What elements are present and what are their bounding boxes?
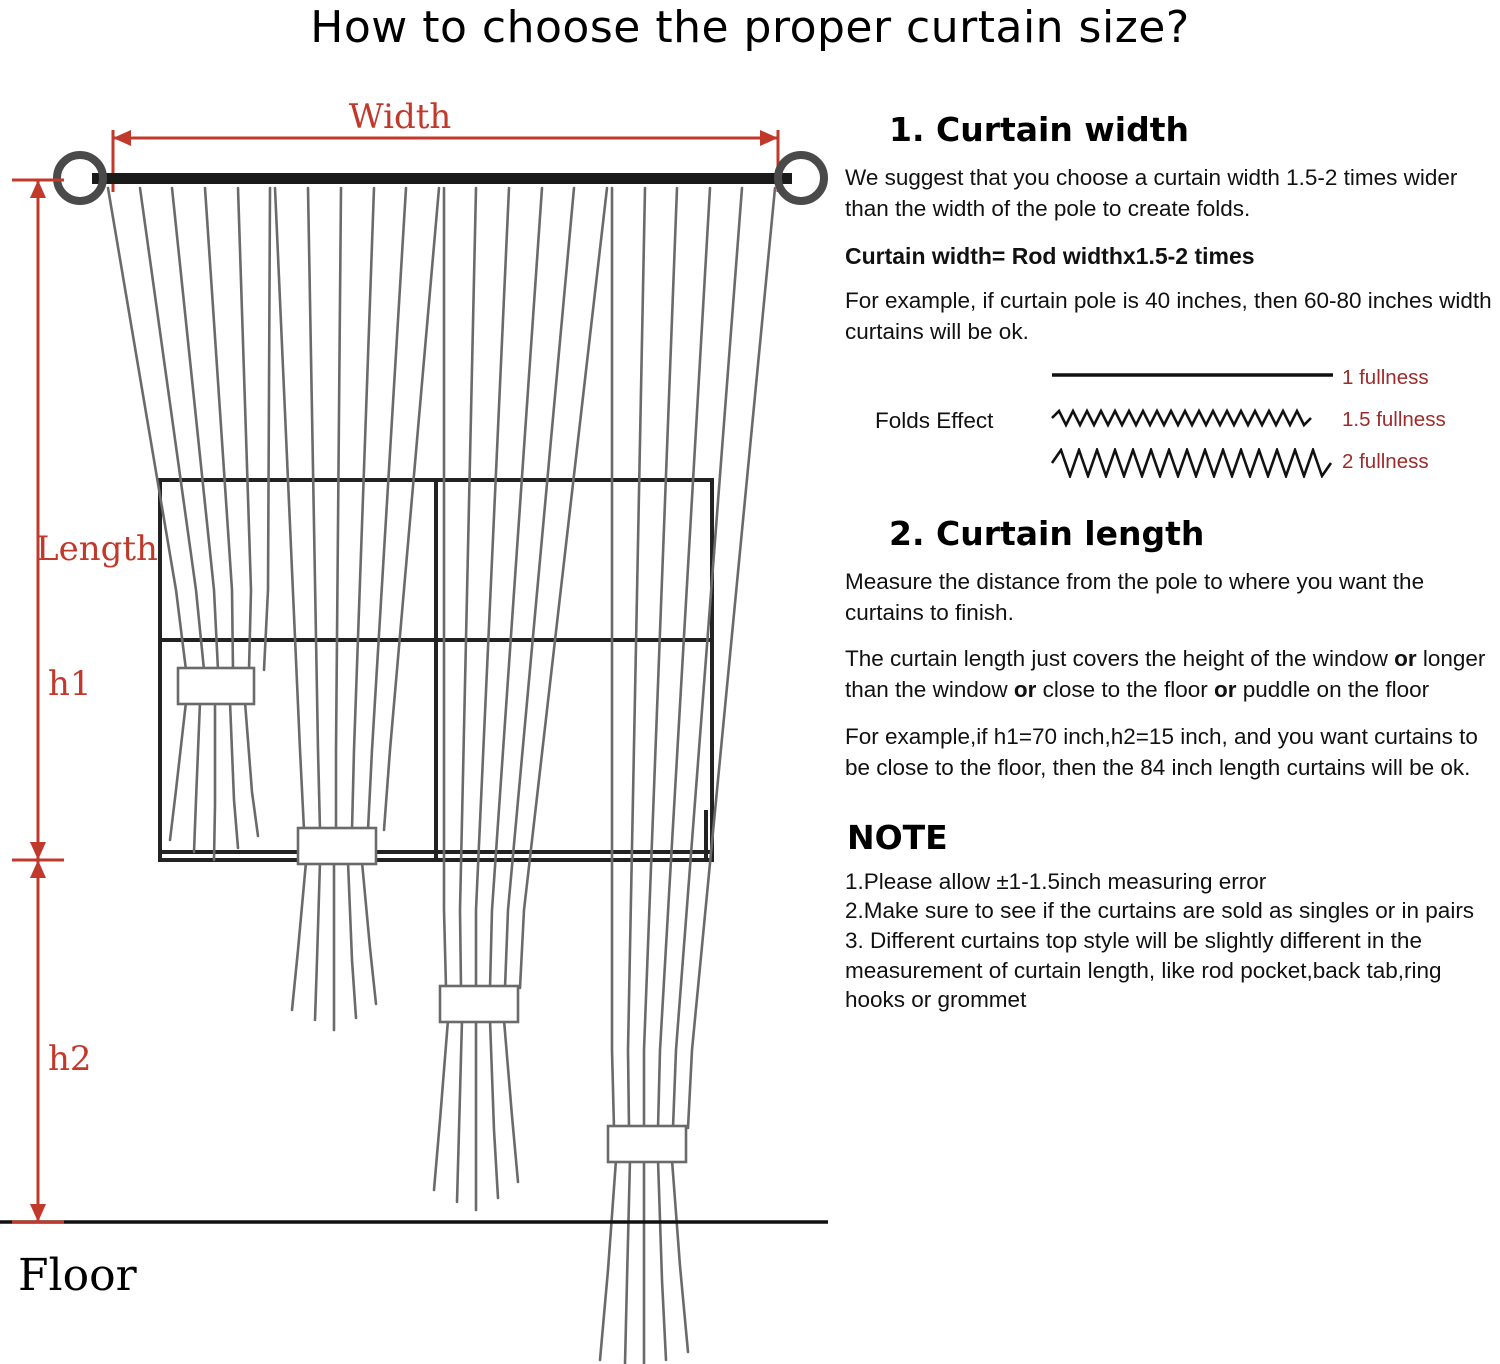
length-example: For example,if h1=70 inch,h2=15 inch, and you want curtains to be close to the floor, then the 84 inch length curtains will be ok. <box>845 724 1478 780</box>
width-example: For example, if curtain pole is 40 inches, then 60-80 inches width curtains will be ok. <box>845 288 1492 344</box>
length-paragraph-2 <box>845 644 1493 706</box>
length-label: Length <box>36 529 158 569</box>
h1-label: h1 <box>48 664 92 704</box>
h2-label: h2 <box>48 1039 92 1079</box>
note-item-2: 2.Make sure to see if the curtains are sold as singles or in pairs <box>845 898 1475 924</box>
length-p2-c: longer than the window <box>845 646 1486 703</box>
page-title: How to choose the proper curtain size? <box>310 2 1190 53</box>
section-heading-length: 2. Curtain length <box>889 513 1205 553</box>
big-wave-icon <box>1050 448 1342 478</box>
text-column <box>845 110 1493 1015</box>
curtain-panels <box>108 188 775 1364</box>
folds-row-1 <box>1050 364 1490 404</box>
width-label: Width <box>348 97 452 137</box>
floor-label: Floor <box>18 1250 137 1301</box>
length-p2-or-3: or <box>1213 677 1237 703</box>
length-p2-e: puddle on the floor <box>1236 677 1430 703</box>
folds-caption-1: 1 fullness <box>1342 365 1429 389</box>
curtain-diagram <box>0 70 840 1364</box>
folds-effect-label: Folds Effect <box>875 407 994 433</box>
length-paragraph-1: Measure the distance from the pole to where you want the curtains to finish. <box>845 568 1425 625</box>
length-p2-d: close to the floor <box>1036 677 1214 703</box>
note-item-1: 1.Please allow ±1-1.5inch measuring error <box>845 868 1267 894</box>
section-heading-note: NOTE <box>847 817 948 857</box>
folds-caption-3: 2 fullness <box>1342 449 1429 473</box>
length-p2-a: The curtain length just covers the height of the window <box>845 646 1395 672</box>
folds-caption-2: 1.5 fullness <box>1342 407 1446 431</box>
folds-row-2 <box>1050 406 1490 446</box>
note-item-3: 3. Different curtains top style will be slightly different in the measurement of curtain length, like rod pocket,back tab,ring hooks or grommet <box>845 928 1442 1013</box>
straight-line-icon <box>1050 364 1335 386</box>
folds-row-3 <box>1050 448 1490 488</box>
width-formula: Curtain width= Rod widthx1.5-2 times <box>845 242 1255 269</box>
width-paragraph-1: We suggest that you choose a curtain width 1.5-2 times wider than the width of the pole to create folds. <box>845 165 1458 221</box>
length-p2-or-2: or <box>1013 677 1037 703</box>
folds-effect-block <box>845 364 1493 486</box>
note-list <box>845 867 1493 1015</box>
small-wave-icon <box>1050 406 1335 430</box>
length-p2-or-1: or <box>1394 646 1417 672</box>
section-heading-width: 1. Curtain width <box>889 110 1189 149</box>
